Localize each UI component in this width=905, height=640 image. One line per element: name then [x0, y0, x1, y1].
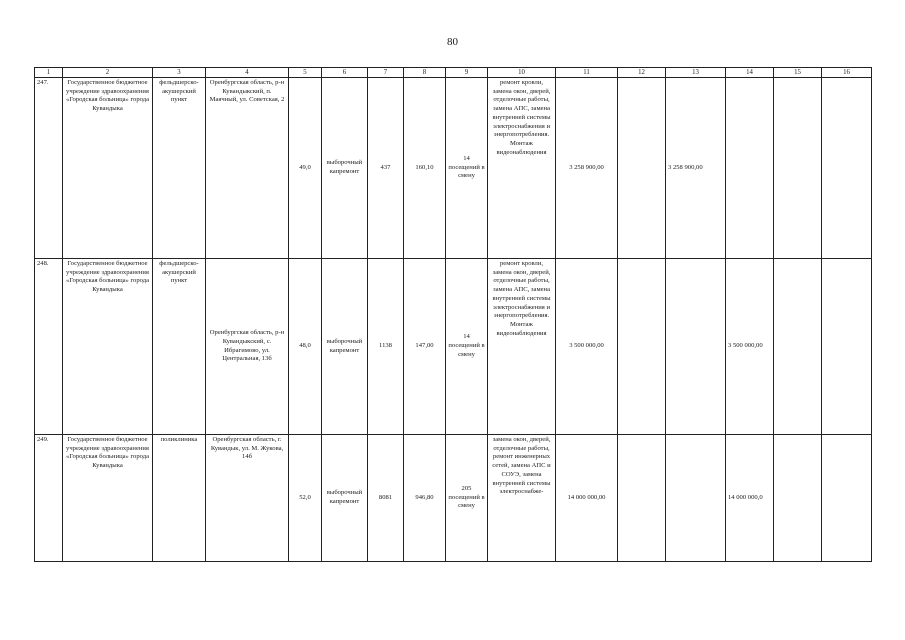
register-table [34, 67, 872, 562]
column-header: 6 [322, 68, 368, 78]
column-header: 7 [368, 68, 404, 78]
cost-total-cell: 3 500 000,00 [556, 259, 618, 435]
column-header-row [35, 68, 872, 78]
work-type-cell: выборочный капремонт [322, 435, 368, 562]
col13-cell: 3 258 900,00 [666, 78, 726, 259]
cost-total-cell: 14 000 000,00 [556, 435, 618, 562]
column-header: 11 [556, 68, 618, 78]
cost-total-cell: 3 258 900,00 [556, 78, 618, 259]
institution-cell: Государственное бюджетное учреждение здравоохранения «Городская больница» города Кувандыка [63, 435, 153, 562]
page-number: 80 [447, 36, 458, 48]
works-cell: ремонт кровли, замена окон, дверей, отделочные работы, замена АПС, замена внутренней системы электроснабжения и энергопотребления. Монтаж видеонаблюдения [488, 78, 556, 259]
col16-cell [822, 259, 872, 435]
col7-cell: 437 [368, 78, 404, 259]
table-row [35, 78, 872, 259]
col5-cell: 49,0 [289, 78, 322, 259]
column-header: 2 [63, 68, 153, 78]
capacity-cell: 205 посещений в смену [446, 435, 488, 562]
row-number: 248. [35, 259, 63, 435]
works-cell: ремонт кровли, замена окон, дверей, отделочные работы, замена АПС, замена внутренней системы электроснабжения и энергопотребления. Монтаж видеонаблюдения [488, 259, 556, 435]
col15-cell [774, 259, 822, 435]
column-header: 16 [822, 68, 872, 78]
col13-cell [666, 259, 726, 435]
column-header: 15 [774, 68, 822, 78]
col5-cell: 52,0 [289, 435, 322, 562]
address-cell: Оренбургская область, г. Кувандык, ул. М. Жукова, 14б [206, 435, 289, 562]
col15-cell [774, 78, 822, 259]
col12-cell [618, 435, 666, 562]
col14-cell [726, 78, 774, 259]
capacity-cell: 14 посещений в смену [446, 78, 488, 259]
column-header: 3 [153, 68, 206, 78]
col8-cell: 147,00 [404, 259, 446, 435]
table-row [35, 259, 872, 435]
col16-cell [822, 435, 872, 562]
capacity-cell: 14 посещений в смену [446, 259, 488, 435]
col12-cell [618, 259, 666, 435]
address-cell: Оренбургская область, р-н Кувандыкский, с. Ибрагимово, ул. Центральная, 13б [206, 259, 289, 435]
object-type-cell: поликлиника [153, 435, 206, 562]
column-header: 1 [35, 68, 63, 78]
column-header: 10 [488, 68, 556, 78]
column-header: 5 [289, 68, 322, 78]
col13-cell [666, 435, 726, 562]
row-number: 249. [35, 435, 63, 562]
column-header: 8 [404, 68, 446, 78]
col12-cell [618, 78, 666, 259]
work-type-cell: выборочный капремонт [322, 259, 368, 435]
works-cell: замена окон, дверей, отделочные работы, ремонт инженерных сетей, замена АПС и СОУЭ, замена внутренней системы электроснабже- [488, 435, 556, 562]
column-header: 14 [726, 68, 774, 78]
col16-cell [822, 78, 872, 259]
col14-cell: 14 000 000,0 [726, 435, 774, 562]
institution-cell: Государственное бюджетное учреждение здравоохранения «Городская больница» города Кувандыка [63, 259, 153, 435]
col5-cell: 48,0 [289, 259, 322, 435]
col7-cell: 1138 [368, 259, 404, 435]
col8-cell: 946,80 [404, 435, 446, 562]
col15-cell [774, 435, 822, 562]
address-cell: Оренбургская область, р-н Кувандыкский, п. Маячный, ул. Советская, 2 [206, 78, 289, 259]
col8-cell: 160,10 [404, 78, 446, 259]
row-number: 247. [35, 78, 63, 259]
column-header: 12 [618, 68, 666, 78]
column-header: 4 [206, 68, 289, 78]
work-type-cell: выборочный капремонт [322, 78, 368, 259]
object-type-cell: фельдшерско-акушерский пункт [153, 78, 206, 259]
institution-cell: Государственное бюджетное учреждение здравоохранения «Городская больница» города Кувандыка [63, 78, 153, 259]
col7-cell: 8081 [368, 435, 404, 562]
column-header: 13 [666, 68, 726, 78]
column-header: 9 [446, 68, 488, 78]
object-type-cell: фельдшерско-акушерский пункт [153, 259, 206, 435]
col14-cell: 3 500 000,00 [726, 259, 774, 435]
table-row [35, 435, 872, 562]
